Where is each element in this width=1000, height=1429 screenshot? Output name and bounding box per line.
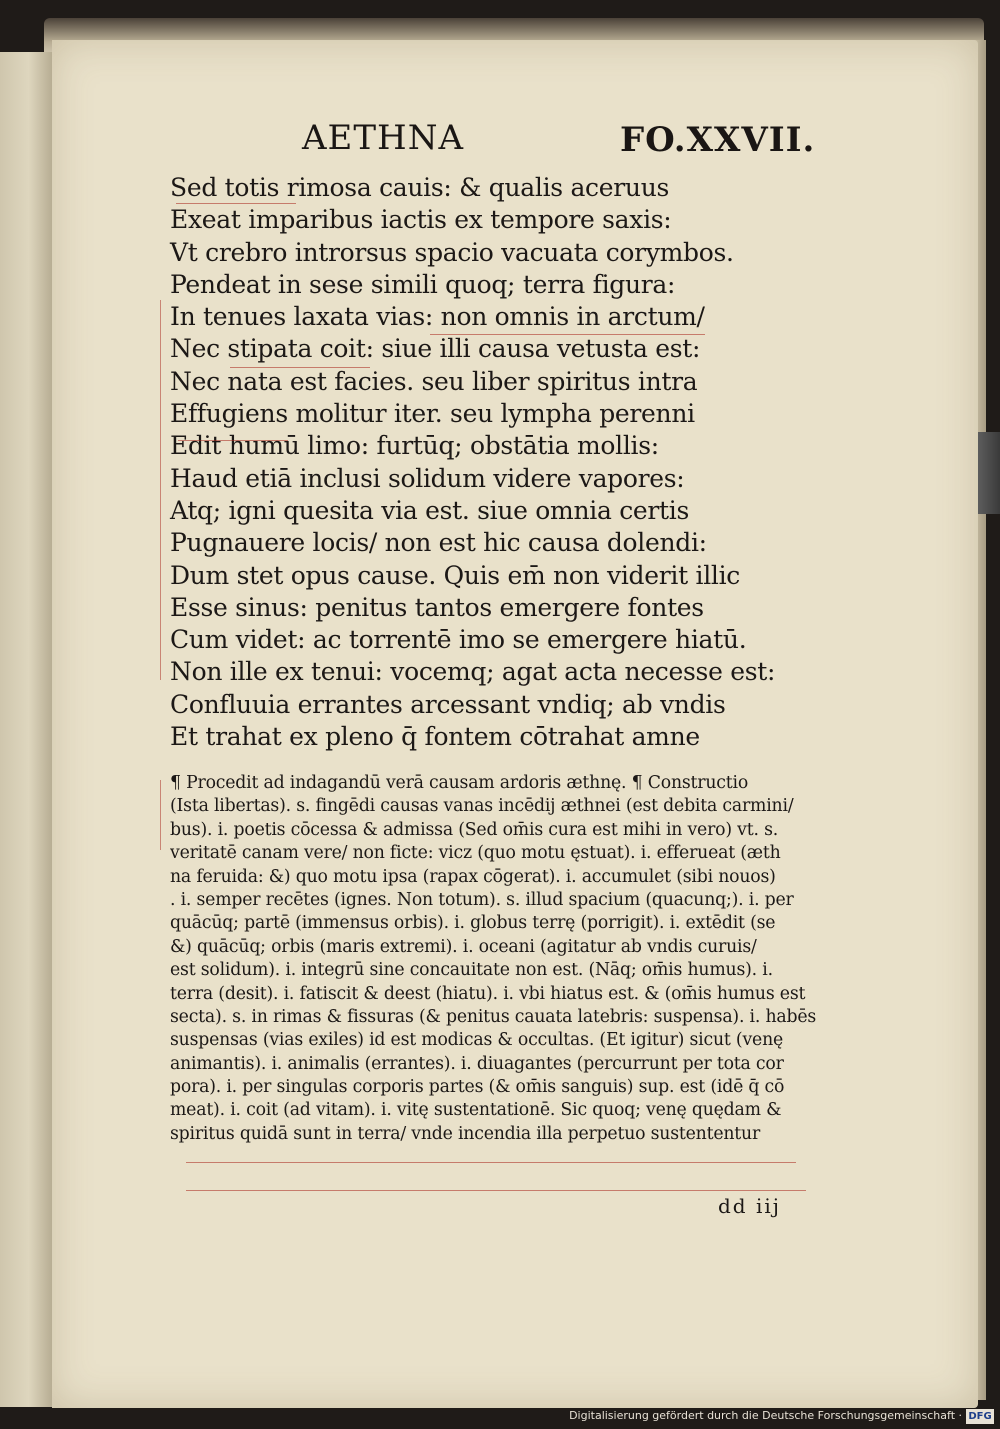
verse-line: Confluuia errantes arcessant vndiq; ab vndis [170,689,726,719]
verse-line: Haud etiā inclusi solidum videre vapores: [170,463,685,493]
verse-line: Vt crebro introrsus spacio vacuata corymbos. [170,237,734,267]
commentary-line: secta). s. in rimas & fissuras (& penitus cauata latebris: suspensa). i. habēs [170,1006,817,1027]
verse-line: Edit humū limo: furtūq; obstātia mollis: [170,431,659,461]
rubric-underline [430,334,705,335]
commentary-line: veritatē canam vere/ non ficte: vicz (quo motu ęstuat). i. efferueat (æth [170,843,781,864]
commentary-line: spiritus quidā sunt in terra/ vnde incendia illa perpetuo sustententur [170,1123,761,1144]
rubric-underline [186,1190,806,1191]
verse-line: Esse sinus: penitus tantos emergere fontes [170,592,704,622]
commentary-line: &) quācūq; orbis (maris extremi). i. oceani (agitatur ab vndis curuis/ [170,936,757,957]
verse-line: Exeat imparibus iactis ex tempore saxis: [170,205,672,235]
facing-page-edge [0,52,53,1407]
commentary-line: ¶ Procedit ad indagandū verā causam ardoris æthnę. ¶ Constructio [170,773,749,793]
verse-line: Dum stet opus cause. Quis em̄ non viderit illic [170,560,740,590]
commentary-line: est solidum). i. integrū sine concauitate non est. (Nāq; om̄is humus). i. [170,960,773,981]
folio-number: FO.XXVII. [620,120,816,160]
rubric-margin-mark [160,300,161,680]
rubric-underline [230,367,370,368]
verse-line: Pugnauere locis/ non est hic causa dolendi: [170,528,707,558]
commentary-line: . i. semper recētes (ignes. Non totum). s. illud spacium (quacunq;). i. per [170,889,794,910]
rubric-underline [176,203,296,204]
commentary-line: na feruida: &) quo motu ipsa (rapax cōgerat). i. accumulet (sibi nouos) [170,866,776,887]
commentary-line: quācūq; partē (immensus orbis). i. globus terrę (porrigit). i. extēdit (se [170,913,776,934]
verse-line: Nec stipata coit: siue illi causa vetusta est: [170,334,701,364]
rubric-underline [178,440,288,441]
verse-line: Pendeat in sese simili quoq; terra figura: [170,269,676,299]
commentary-line: meat). i. coit (ad vitam). i. vitę sustentationē. Sic quoq; venę quędam & [170,1100,782,1121]
commentary-block [170,772,830,1146]
digitization-credit: Digitalisierung gefördert durch die Deutsche Forschungsgemeinschaft · [569,1409,962,1422]
verse-line: In tenues laxata vias: non omnis in arctum/ [170,302,705,332]
commentary-line: animantis). i. animalis (errantes). i. diuagantes (percurrunt per tota cor [170,1053,784,1074]
commentary-line: pora). i. per singulas corporis partes (& om̄is sanguis) sup. est (idē q̄ cō [170,1077,785,1098]
verse-line: Effugiens molitur iter. seu lympha perenni [170,399,695,429]
commentary-line: (Ista libertas). s. fingēdi causas vanas incēdij æthnei (est debita carmini/ [170,796,794,817]
verse-line: Et trahat ex pleno q̄ fontem cōtrahat amne [170,722,700,752]
rubric-margin-mark [160,780,161,850]
verse-line: Non ille ex tenui: vocemq; agat acta necesse est: [170,657,776,687]
commentary-line: terra (desit). i. fatiscit & deest (hiatu). i. vbi hiatus est. & (om̄is humus est [170,983,806,1004]
dfg-logo-icon: DFG [966,1409,994,1424]
verse-line: Nec nata est facies. seu liber spiritus intra [170,366,698,396]
signature-mark: dd iij [718,1194,781,1218]
commentary-line: suspensas (vias exiles) id est modicas & occultas. (Et igitur) sicut (venę [170,1030,784,1051]
commentary-line: bus). i. poetis cōcessa & admissa (Sed om̄is cura est mihi in vero) vt. s. [170,819,779,840]
running-title: AETHNA [302,118,465,158]
verse-block [170,172,820,753]
rubric-underline [186,1162,796,1163]
verse-line: Cum videt: ac torrentē imo se emergere hiatū. [170,625,747,655]
verse-line: Atq; igni quesita via est. siue omnia certis [170,495,690,525]
verse-line: Sed totis rimosa cauis: & qualis aceruus [170,173,670,202]
